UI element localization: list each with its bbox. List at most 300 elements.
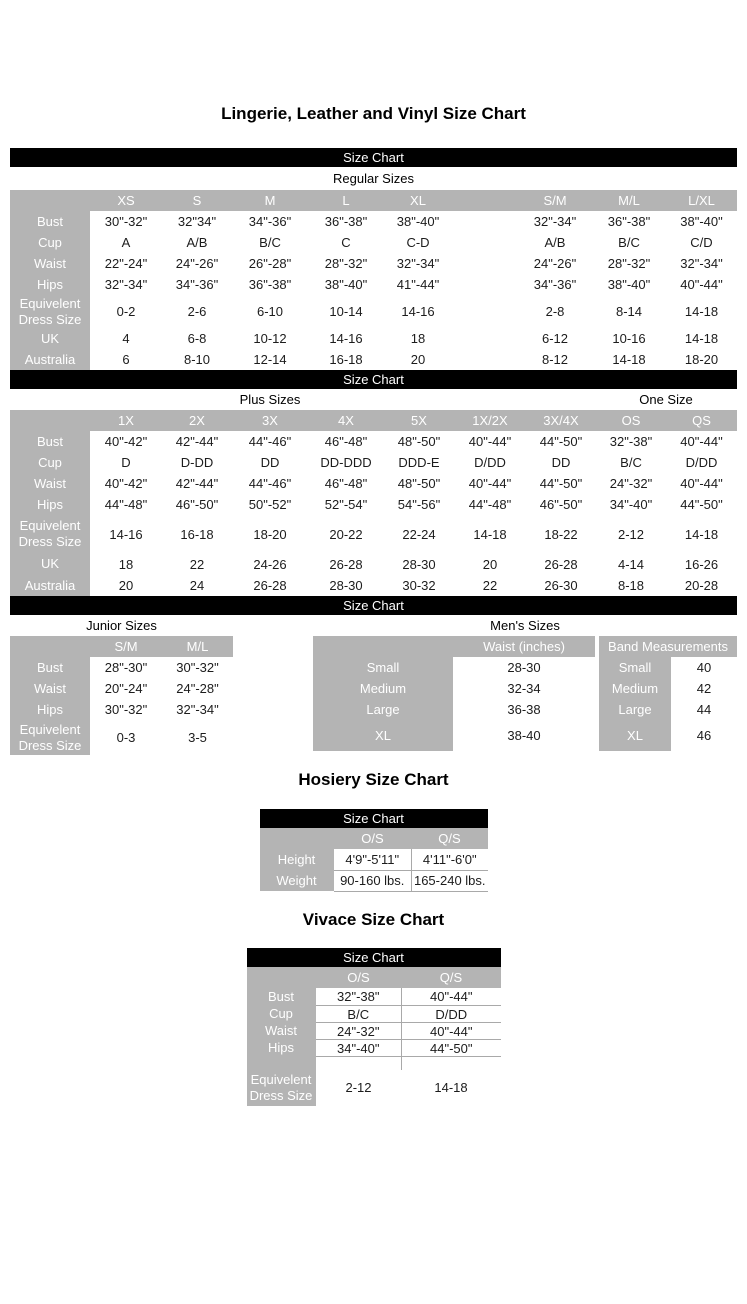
column-header: 3X — [232, 410, 308, 431]
cell-value: D-DD — [162, 452, 232, 473]
cell-value: 44"-48" — [454, 494, 526, 515]
row-label: Small — [599, 657, 671, 678]
column-header: XL — [384, 190, 452, 211]
column-header: 2X — [162, 410, 232, 431]
cell-value — [452, 328, 518, 349]
cell-value: 28-30 — [453, 657, 595, 678]
cell-value: 8-12 — [518, 349, 592, 370]
size-chart-bar-plus — [10, 370, 737, 389]
hosiery-chart-block — [260, 809, 488, 892]
cell-value: DD-DDD — [308, 452, 384, 473]
cell-value: 24"-26" — [518, 253, 592, 274]
column-header: 5X — [384, 410, 454, 431]
cell-value: 30"-32" — [162, 657, 233, 678]
table-row — [10, 678, 233, 699]
row-label: Height — [260, 849, 334, 870]
row-label: Hips — [10, 494, 90, 515]
size-chart-bar-label: Size Chart — [343, 811, 404, 826]
column-header — [313, 636, 453, 657]
column-header: S/M — [518, 190, 592, 211]
table-row — [599, 657, 737, 678]
junior-table — [10, 636, 233, 755]
column-header: Q/S — [412, 828, 488, 849]
table-row — [599, 720, 737, 751]
row-label: Waist — [247, 1023, 316, 1040]
cell-value — [452, 232, 518, 253]
cell-value: 8-10 — [162, 349, 232, 370]
row-label: Bust — [247, 988, 316, 1006]
header-row — [313, 636, 595, 657]
cell-value: 50"-52" — [232, 494, 308, 515]
cell-value: 48"-50" — [384, 431, 454, 452]
table-row — [10, 494, 737, 515]
row-label: UK — [10, 328, 90, 349]
row-label: Equivelent Dress Size — [10, 295, 90, 328]
table-row — [10, 295, 737, 328]
cell-value: 24"-28" — [162, 678, 233, 699]
column-header: S/M — [90, 636, 162, 657]
row-label: Australia — [10, 575, 90, 596]
row-label: Bust — [10, 431, 90, 452]
mens-sizes-block — [313, 636, 737, 751]
cell-value: 28-30 — [308, 575, 384, 596]
column-header: 3X/4X — [526, 410, 596, 431]
cell-value: 40 — [671, 657, 737, 678]
size-chart-page — [10, 104, 737, 1106]
cell-value: 16-18 — [308, 349, 384, 370]
cell-value: 165-240 lbs. — [412, 870, 488, 891]
cell-value: 32-34 — [453, 678, 595, 699]
plus-sizes-label: Plus Sizes — [239, 392, 301, 407]
cell-value: 40"-44" — [666, 431, 737, 452]
cell-value: 24"-32" — [596, 473, 666, 494]
cell-value: 40"-44" — [454, 473, 526, 494]
cell-value: 41"-44" — [384, 274, 452, 295]
cell-value: 24"-26" — [162, 253, 232, 274]
regular-sizes-table-container — [10, 190, 737, 370]
cell-value — [452, 253, 518, 274]
header-row — [10, 636, 233, 657]
table-row — [10, 349, 737, 370]
table-row — [10, 699, 233, 720]
row-label: Waist — [10, 253, 90, 274]
cell-value: D/DD — [454, 452, 526, 473]
cell-value: C-D — [384, 232, 452, 253]
table-row — [10, 657, 233, 678]
table-row — [313, 720, 595, 751]
mens-sizes-label: Men's Sizes — [490, 618, 560, 633]
cell-value: 16-18 — [162, 515, 232, 553]
cell-value: 44"-46" — [232, 473, 308, 494]
cell-value: 26"-28" — [232, 253, 308, 274]
size-chart-bar-label: Size Chart — [343, 949, 404, 965]
cell-value: 14-16 — [384, 295, 452, 328]
cell-value: 14-18 — [402, 1070, 501, 1106]
cell-value: 32"-34" — [90, 274, 162, 295]
plus-sizes-table-container — [10, 410, 737, 596]
size-chart-bar-label: Size Chart — [343, 598, 404, 613]
cell-value: 18-20 — [232, 515, 308, 553]
cell-value: 46"-50" — [162, 494, 232, 515]
row-label: Australia — [10, 349, 90, 370]
table-row — [10, 211, 737, 232]
table-row — [10, 274, 737, 295]
row-label: Small — [313, 657, 453, 678]
cell-value: 24 — [162, 575, 232, 596]
row-label: XL — [599, 720, 671, 751]
column-header: M/L — [592, 190, 666, 211]
cell-value: C/D — [666, 232, 737, 253]
cell-value — [452, 295, 518, 328]
cell-value: 42"-44" — [162, 473, 232, 494]
row-label: Hips — [10, 699, 90, 720]
cell-value — [452, 274, 518, 295]
row-label: Weight — [260, 870, 334, 891]
cell-value: 0-3 — [90, 720, 162, 755]
cell-value: B/C — [316, 1006, 402, 1023]
cell-value: 0-2 — [90, 295, 162, 328]
row-label: Medium — [599, 678, 671, 699]
cell-value: 32"-34" — [384, 253, 452, 274]
hosiery-table — [260, 828, 488, 892]
row-label: Bust — [10, 657, 90, 678]
header-row — [10, 410, 737, 431]
cell-value: 34"-36" — [518, 274, 592, 295]
cell-value: 6 — [90, 349, 162, 370]
table-row — [10, 515, 737, 553]
cell-value: 28"-32" — [592, 253, 666, 274]
row-label: Waist — [10, 473, 90, 494]
cell-value: 30"-32" — [90, 699, 162, 720]
table-row — [247, 1070, 501, 1106]
cell-value: 36"-38" — [592, 211, 666, 232]
cell-value: 28-30 — [384, 553, 454, 575]
cell-value: 20 — [454, 553, 526, 575]
plus-one-size-label-row — [10, 391, 737, 408]
column-header: S — [162, 190, 232, 211]
cell-value — [452, 349, 518, 370]
cell-value: 32"-34" — [162, 699, 233, 720]
cell-value: 18 — [384, 328, 452, 349]
column-header: O/S — [334, 828, 412, 849]
row-label: Hips — [10, 274, 90, 295]
cell-value: 10-12 — [232, 328, 308, 349]
header-row — [247, 967, 501, 988]
cell-value: B/C — [592, 232, 666, 253]
cell-value: 42"-44" — [162, 431, 232, 452]
cell-value: 14-16 — [308, 328, 384, 349]
cell-value: 26-28 — [232, 575, 308, 596]
row-label: Large — [313, 699, 453, 720]
table-row — [247, 1006, 501, 1023]
table-row — [247, 1040, 501, 1057]
cell-value: D/DD — [666, 452, 737, 473]
column-header: O/S — [316, 967, 402, 988]
column-header: Band Measurements — [599, 636, 737, 657]
cell-value: 6-8 — [162, 328, 232, 349]
cell-value: 28"-32" — [308, 253, 384, 274]
cell-value: 20 — [90, 575, 162, 596]
cell-value: 22 — [162, 553, 232, 575]
table-row — [599, 699, 737, 720]
cell-value: 28"-30" — [90, 657, 162, 678]
cell-value: 34"-40" — [596, 494, 666, 515]
cell-value: 36"-38" — [232, 274, 308, 295]
cell-value: B/C — [596, 452, 666, 473]
cell-value: 46"-48" — [308, 431, 384, 452]
cell-value: 26-28 — [526, 553, 596, 575]
cell-value: 38-40 — [453, 720, 595, 751]
cell-value: 32"-34" — [518, 211, 592, 232]
cell-value: 34"-40" — [316, 1040, 402, 1057]
cell-value: 16-26 — [666, 553, 737, 575]
vivace-table-container — [247, 967, 501, 1106]
cell-value: A/B — [518, 232, 592, 253]
header-row — [260, 828, 488, 849]
cell-value: 90-160 lbs. — [334, 870, 412, 891]
cell-value: 38"-40" — [592, 274, 666, 295]
cell-value: 44"-50" — [526, 431, 596, 452]
cell-value: DD — [232, 452, 308, 473]
cell-value: 40"-44" — [666, 274, 737, 295]
table-row — [10, 473, 737, 494]
row-label: XL — [313, 720, 453, 751]
row-label: Bust — [10, 211, 90, 232]
column-header: L/XL — [666, 190, 737, 211]
table-row — [10, 431, 737, 452]
cell-value: 36"-38" — [308, 211, 384, 232]
cell-value: 34"-36" — [232, 211, 308, 232]
cell-value: 32"-38" — [596, 431, 666, 452]
cell-value: A/B — [162, 232, 232, 253]
cell-value: 2-12 — [316, 1070, 402, 1106]
row-label: Cup — [10, 232, 90, 253]
cell-value: 14-18 — [666, 328, 737, 349]
cell-value: 38"-40" — [666, 211, 737, 232]
mens-band-table-container — [599, 636, 737, 751]
row-label: Equivelent Dress Size — [247, 1070, 316, 1106]
table-row — [10, 452, 737, 473]
cell-value — [452, 211, 518, 232]
regular-sizes-label: Regular Sizes — [333, 171, 414, 186]
column-header: QS — [666, 410, 737, 431]
cell-value: 2-12 — [596, 515, 666, 553]
cell-value: D/DD — [402, 1006, 501, 1023]
column-header: XS — [90, 190, 162, 211]
cell-value: 48"-50" — [384, 473, 454, 494]
cell-value: 30"-32" — [90, 211, 162, 232]
mens_band-table — [599, 636, 737, 751]
column-header: Waist (inches) — [453, 636, 595, 657]
table-row — [313, 657, 595, 678]
cell-value: 18 — [90, 553, 162, 575]
column-header: M/L — [162, 636, 233, 657]
table-row — [10, 328, 737, 349]
table-row — [10, 575, 737, 596]
cell-value: 46"-48" — [308, 473, 384, 494]
size-chart-bar-vivace — [247, 948, 501, 967]
header-row — [10, 190, 737, 211]
table-row — [313, 699, 595, 720]
cell-value: 4'9"-5'11" — [334, 849, 412, 870]
cell-value: 14-16 — [90, 515, 162, 553]
cell-value: 4'11"-6'0" — [412, 849, 488, 870]
column-header: L — [308, 190, 384, 211]
cell-value — [402, 1057, 501, 1070]
cell-value: 26-30 — [526, 575, 596, 596]
column-header — [10, 636, 90, 657]
cell-value: C — [308, 232, 384, 253]
column-header: M — [232, 190, 308, 211]
cell-value: 38"-40" — [384, 211, 452, 232]
cell-value: 6-12 — [518, 328, 592, 349]
cell-value: 22-24 — [384, 515, 454, 553]
cell-value: 42 — [671, 678, 737, 699]
cell-value: 2-6 — [162, 295, 232, 328]
cell-value: 40"-44" — [402, 1023, 501, 1040]
cell-value: 4 — [90, 328, 162, 349]
cell-value: 36-38 — [453, 699, 595, 720]
cell-value: 4-14 — [596, 553, 666, 575]
cell-value — [316, 1057, 402, 1070]
cell-value: 26-28 — [308, 553, 384, 575]
cell-value: 8-18 — [596, 575, 666, 596]
table-row — [260, 849, 488, 870]
one-size-label: One Size — [639, 392, 693, 407]
cell-value: 24-26 — [232, 553, 308, 575]
size-chart-bar-label: Size Chart — [343, 150, 404, 165]
row-label: Hips — [247, 1040, 316, 1057]
cell-value: 20-28 — [666, 575, 737, 596]
hosiery-chart-title: Hosiery Size Chart — [298, 770, 449, 789]
cell-value: 44"-50" — [526, 473, 596, 494]
column-header — [10, 410, 90, 431]
cell-value: 18-22 — [526, 515, 596, 553]
header-row — [599, 636, 737, 657]
table-row — [10, 553, 737, 575]
cell-value: 18-20 — [666, 349, 737, 370]
cell-value: 38"-40" — [308, 274, 384, 295]
cell-value: 44 — [671, 699, 737, 720]
column-header: 1X — [90, 410, 162, 431]
cell-value: 22"-24" — [90, 253, 162, 274]
column-header — [452, 190, 518, 211]
table-row — [10, 720, 233, 755]
row-label: Cup — [247, 1006, 316, 1023]
column-header — [10, 190, 90, 211]
column-header — [260, 828, 334, 849]
row-label: Equivelent Dress Size — [10, 515, 90, 553]
cell-value: 44"-46" — [232, 431, 308, 452]
cell-value: D — [90, 452, 162, 473]
cell-value: 44"-48" — [90, 494, 162, 515]
row-label: Cup — [10, 452, 90, 473]
column-header — [247, 967, 316, 988]
table-row — [599, 678, 737, 699]
cell-value: 32"-38" — [316, 988, 402, 1006]
table-row — [247, 988, 501, 1006]
cell-value: 20-22 — [308, 515, 384, 553]
junior-sizes-label: Junior Sizes — [86, 618, 157, 633]
cell-value: 54"-56" — [384, 494, 454, 515]
cell-value: 32"34" — [162, 211, 232, 232]
cell-value: 3-5 — [162, 720, 233, 755]
cell-value: 22 — [454, 575, 526, 596]
cell-value: 10-16 — [592, 328, 666, 349]
cell-value: 40"-44" — [454, 431, 526, 452]
row-label — [247, 1057, 316, 1070]
cell-value: 14-18 — [592, 349, 666, 370]
size-chart-bar-regular — [10, 148, 737, 167]
size-chart-bar-label: Size Chart — [343, 372, 404, 387]
row-label: Medium — [313, 678, 453, 699]
cell-value: 8-14 — [592, 295, 666, 328]
column-header: 4X — [308, 410, 384, 431]
cell-value: 44"-50" — [402, 1040, 501, 1057]
cell-value: 30-32 — [384, 575, 454, 596]
page-title: Lingerie, Leather and Vinyl Size Chart — [221, 104, 526, 123]
cell-value: 20"-24" — [90, 678, 162, 699]
size-chart-bar-hosiery — [260, 809, 488, 828]
mens-waist-table-container — [313, 636, 595, 751]
row-label: Waist — [10, 678, 90, 699]
column-header: 1X/2X — [454, 410, 526, 431]
table-row — [247, 1057, 501, 1070]
cell-value: DDD-E — [384, 452, 454, 473]
cell-value: 40"-42" — [90, 431, 162, 452]
cell-value: 2-8 — [518, 295, 592, 328]
plus-table — [10, 410, 737, 596]
cell-value: 40"-44" — [402, 988, 501, 1006]
cell-value: 10-14 — [308, 295, 384, 328]
cell-value: 32"-34" — [666, 253, 737, 274]
cell-value: B/C — [232, 232, 308, 253]
row-label: Equivelent Dress Size — [10, 720, 90, 755]
table-row — [260, 870, 488, 891]
cell-value: 14-18 — [666, 295, 737, 328]
table-row — [313, 678, 595, 699]
vivace-chart-title: Vivace Size Chart — [302, 909, 445, 929]
row-label: UK — [10, 553, 90, 575]
table-row — [10, 253, 737, 274]
mens_waist-table — [313, 636, 595, 751]
cell-value: 40"-44" — [666, 473, 737, 494]
cell-value: 6-10 — [232, 295, 308, 328]
cell-value: 14-18 — [666, 515, 737, 553]
column-header: Q/S — [402, 967, 501, 988]
regular-table — [10, 190, 737, 370]
vivace-table — [247, 967, 501, 1106]
cell-value: 14-18 — [454, 515, 526, 553]
cell-value: 20 — [384, 349, 452, 370]
cell-value: 24"-32" — [316, 1023, 402, 1040]
cell-value: DD — [526, 452, 596, 473]
cell-value: 34"-36" — [162, 274, 232, 295]
cell-value: 12-14 — [232, 349, 308, 370]
cell-value: 46 — [671, 720, 737, 751]
cell-value: 40"-42" — [90, 473, 162, 494]
row-label: Large — [599, 699, 671, 720]
cell-value: A — [90, 232, 162, 253]
vivace-chart-block — [247, 948, 501, 1106]
junior-mens-tables-row — [10, 636, 737, 753]
hosiery-table-container — [260, 828, 488, 892]
table-row — [247, 1023, 501, 1040]
cell-value: 46"-50" — [526, 494, 596, 515]
cell-value: 44"-50" — [666, 494, 737, 515]
size-chart-bar-junior-mens — [10, 596, 737, 615]
junior-mens-label-row — [10, 617, 737, 634]
